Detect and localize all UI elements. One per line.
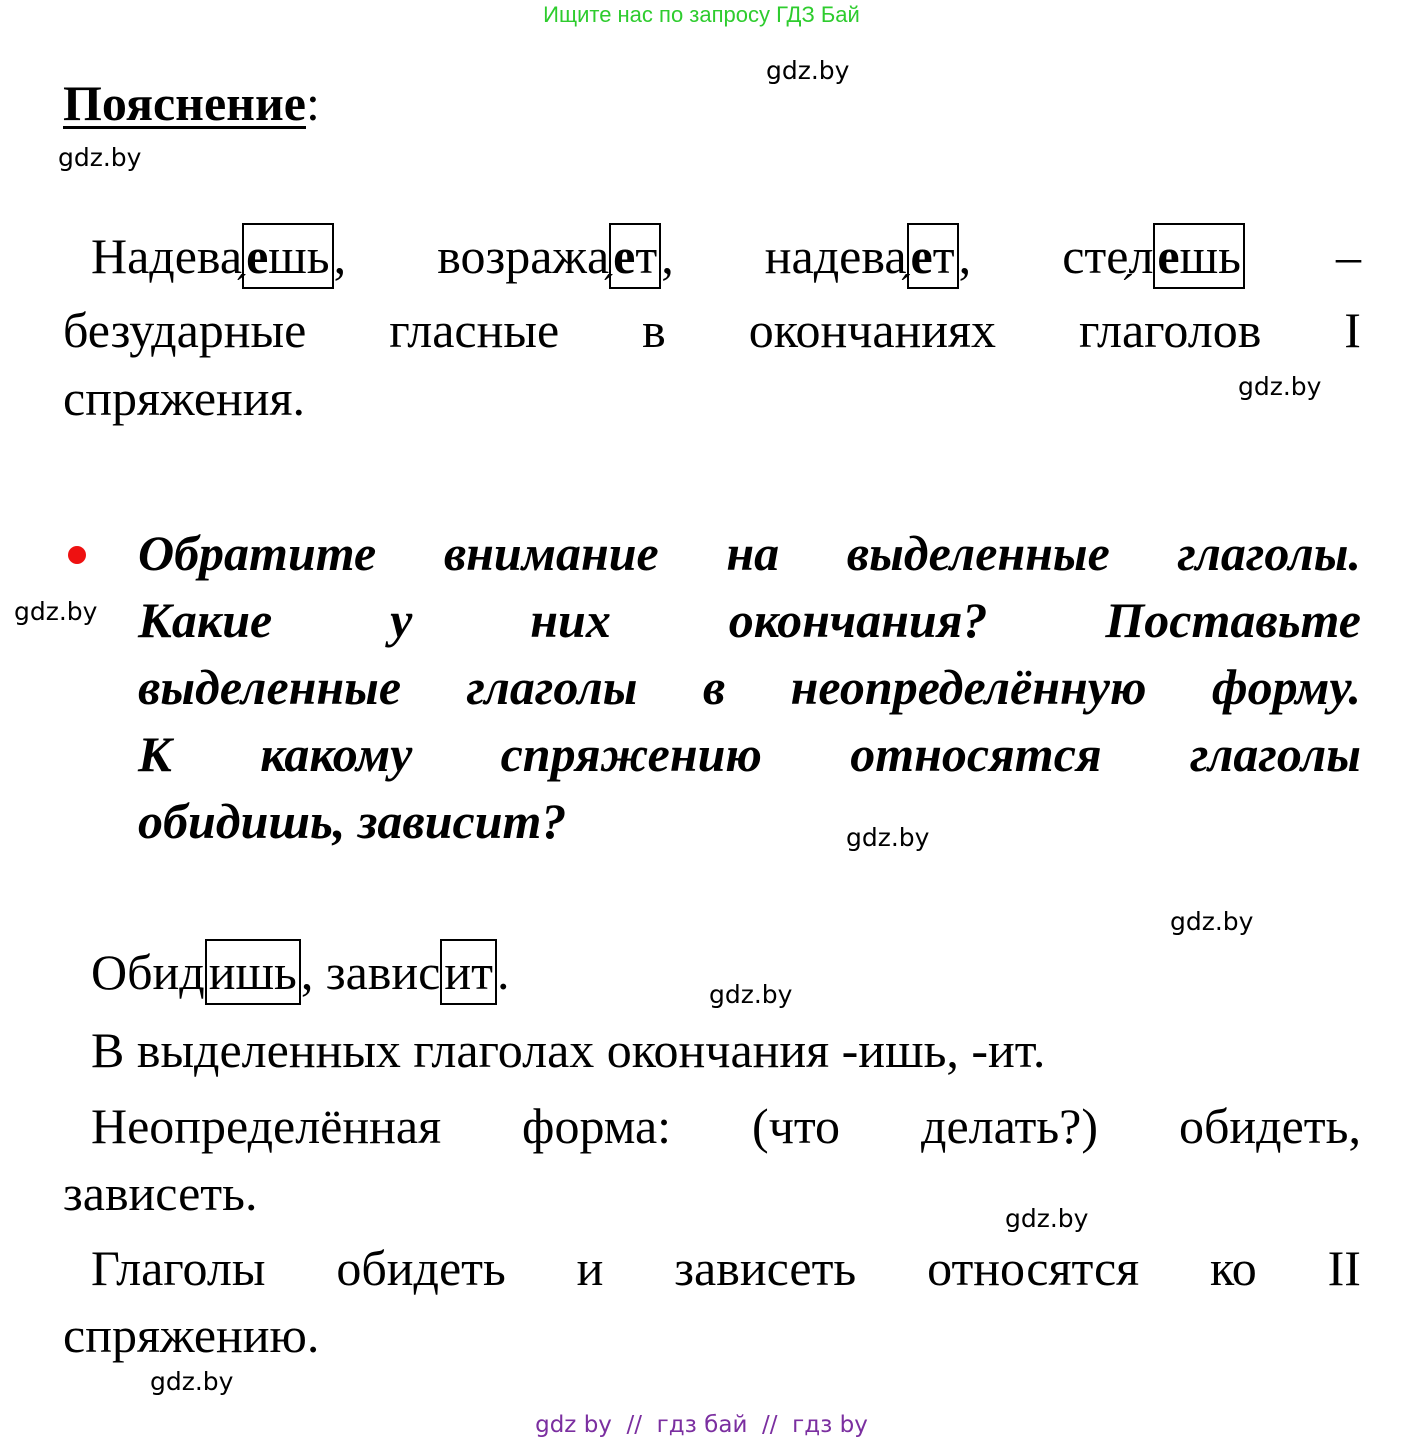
- word-vozrazhaet: возража ет,: [437, 222, 674, 290]
- question-line-1: [138, 520, 1361, 586]
- section-title: [63, 74, 320, 132]
- watermark: gdz.by: [1170, 907, 1254, 936]
- ending-box: ешь: [242, 223, 334, 289]
- text-word: у: [390, 592, 413, 648]
- text-word: Глаголы: [91, 1240, 266, 1296]
- text-word: выделенные: [846, 525, 1110, 581]
- text-word: внимание: [443, 525, 659, 581]
- question-line-5: обидишь, зависит?: [138, 793, 567, 849]
- text-word: них: [530, 592, 611, 648]
- text-word: обидеть,: [1178, 1098, 1361, 1154]
- explanation-line-1: [91, 222, 1361, 290]
- text-word: (что: [752, 1098, 841, 1154]
- text-word: в: [642, 302, 666, 358]
- ending-box: ет: [907, 223, 959, 289]
- watermark: gdz.by: [14, 597, 98, 626]
- answer-line-4: [91, 1234, 1361, 1302]
- answer-line-2: В выделенных глаголах окончания -ишь, -ит.: [91, 1022, 1046, 1078]
- explanation-line-3: спряжения.: [63, 370, 306, 426]
- text-word: форма:: [522, 1098, 672, 1154]
- answer-line-1: Обидишь, зависит.: [91, 938, 1361, 1006]
- text-word: относятся: [850, 726, 1102, 782]
- text-word: гласные: [389, 302, 560, 358]
- text-word: какому: [260, 726, 413, 782]
- text-word: глаголов: [1079, 302, 1262, 358]
- answer-line-3: [91, 1092, 1361, 1160]
- text-word: Какие: [138, 592, 273, 648]
- text-word: на: [726, 525, 780, 581]
- answer-line-3-cont: зависеть.: [63, 1165, 258, 1221]
- answer-line-4-cont: спряжению.: [63, 1307, 320, 1363]
- text-word: в: [702, 659, 726, 715]
- section-title-colon: :: [306, 75, 320, 131]
- watermark: gdz.by: [58, 143, 142, 172]
- text-word: ко: [1210, 1240, 1257, 1296]
- question-line-2: [138, 587, 1361, 653]
- text-word: К: [138, 726, 172, 782]
- ending-box: ишь: [205, 939, 301, 1005]
- text-word: глаголы.: [1177, 525, 1361, 581]
- ending-box: ит: [440, 939, 497, 1005]
- text-word: обидеть: [336, 1240, 506, 1296]
- text-word: форму.: [1211, 659, 1361, 715]
- text-word: окончания?: [728, 592, 988, 648]
- text-word: неопределённую: [790, 659, 1147, 715]
- question-line-3: [138, 654, 1361, 720]
- text-word: безударные: [63, 302, 307, 358]
- text-word: I: [1344, 302, 1361, 358]
- text-word: зависеть: [674, 1240, 857, 1296]
- watermark: gdz.by: [709, 980, 793, 1009]
- ending-box: ет: [609, 223, 661, 289]
- text-word: делать?): [921, 1098, 1098, 1154]
- text-word: относятся: [927, 1240, 1140, 1296]
- text-word: Обратите: [138, 525, 377, 581]
- explanation-line-2: [63, 296, 1361, 364]
- watermark: gdz.by: [766, 56, 850, 85]
- text-word: выделенные: [138, 659, 402, 715]
- red-bullet-icon: [68, 546, 86, 564]
- text-word: глаголы: [1189, 726, 1361, 782]
- text-word: и: [576, 1240, 604, 1296]
- watermark: gdz.by: [1238, 372, 1322, 401]
- question-line-4: [138, 721, 1361, 787]
- text-word: глаголы: [466, 659, 638, 715]
- header-search-link[interactable]: Ищите нас по запросу ГДЗ Бай: [543, 2, 860, 27]
- text-word: II: [1327, 1240, 1361, 1296]
- section-title-text: Пояснение: [63, 75, 306, 131]
- text-word: спряжению: [500, 726, 762, 782]
- watermark: gdz.by: [846, 823, 930, 852]
- dash: –: [1336, 228, 1361, 284]
- watermark: gdz.by: [150, 1367, 234, 1396]
- text-word: Поставьте: [1105, 592, 1361, 648]
- text-word: окончаниях: [748, 302, 997, 358]
- watermark: gdz.by: [1005, 1204, 1089, 1233]
- word-nadevaesh: Надева ешь,: [91, 222, 346, 290]
- word-nadevaet: надева ет,: [765, 222, 971, 290]
- footer-links[interactable]: gdz by // гдз бай // гдз by: [535, 1412, 868, 1438]
- word-stelesh: сте лешь: [1062, 222, 1245, 290]
- ending-box: ешь: [1153, 223, 1245, 289]
- text-word: Неопределённая: [91, 1098, 442, 1154]
